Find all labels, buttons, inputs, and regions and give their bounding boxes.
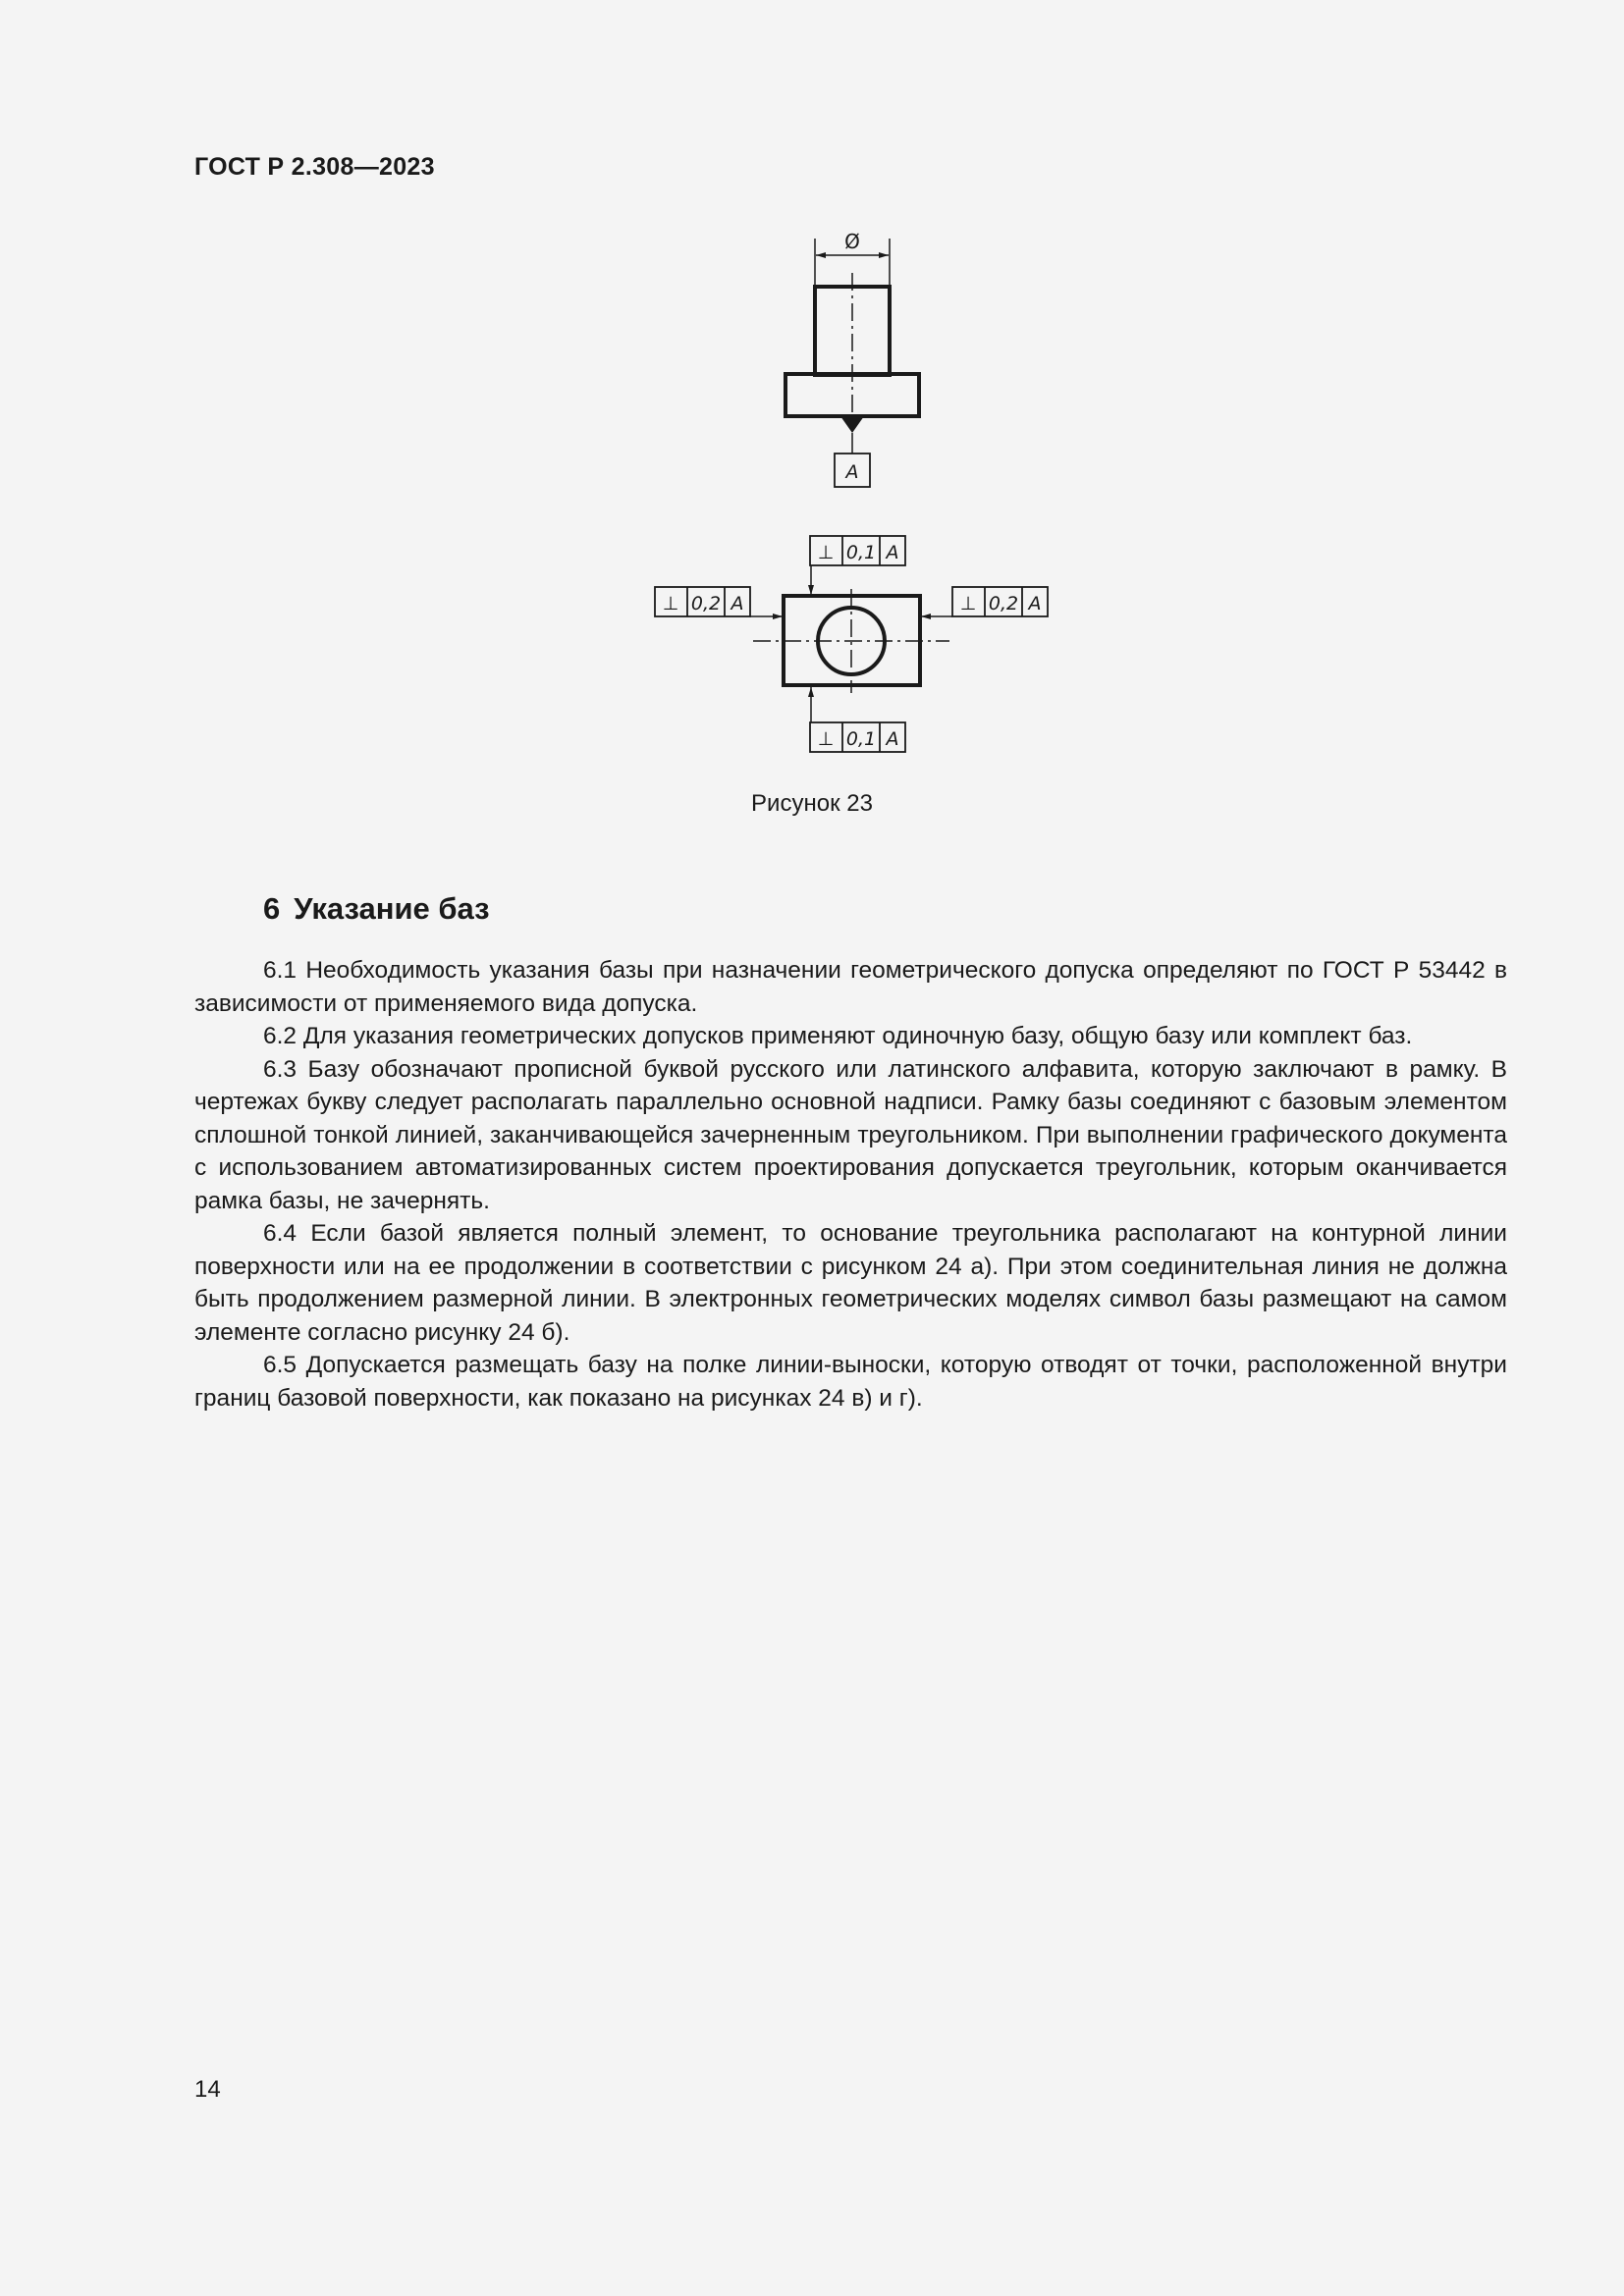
lower-part-drawing <box>655 536 1048 752</box>
frame-bottom-datum: A <box>886 728 899 750</box>
figure-caption: Рисунок 23 <box>751 790 873 817</box>
paragraph-6-1: 6.1 Необходимость указания базы при назначении геометрического допуска определяют по ГОСТ Р 53442 в зависимости от применяемого вида допуска. <box>194 957 1507 1017</box>
section-body <box>194 954 1507 1415</box>
page-number: 14 <box>194 2076 221 2103</box>
paragraph-6-5: 6.5 Допускается размещать базу на полке линии-выноски, которую отводят от точки, расположенной внутри границ базовой поверхности, как показано на рисунках 24 в) и г). <box>194 1352 1507 1412</box>
technical-drawing <box>0 0 1624 844</box>
frame-bottom-value: 0,1 <box>845 728 877 750</box>
frame-left-value: 0,2 <box>690 593 722 614</box>
section-number: 6 <box>263 891 281 926</box>
diameter-symbol: Ø <box>844 230 860 253</box>
shaft-outline <box>815 287 890 375</box>
datum-letter: A <box>845 461 859 483</box>
paragraph-6-4: 6.4 Если базой является полный элемент, то основание треугольника располагают на контурной линии поверхности или на ее продолжении в соответствии с рисунком 24 а). При этом соединительная линия не должна быть продолжением размерной линии. В электронных геометрических моделях символ базы размещают на самом элементе согласно рисунку 24 б). <box>194 1220 1507 1346</box>
section-title: Указание баз <box>294 891 490 926</box>
frame-top-datum: A <box>886 542 899 563</box>
frame-right-value: 0,2 <box>988 593 1019 614</box>
datum-triangle <box>840 416 864 433</box>
perpendicularity-icon: ⊥ <box>662 593 679 614</box>
perpendicularity-icon: ⊥ <box>817 728 835 750</box>
perpendicularity-icon: ⊥ <box>959 593 977 614</box>
frame-left-datum: A <box>731 593 744 614</box>
perpendicularity-icon: ⊥ <box>817 542 835 563</box>
paragraph-6-2: 6.2 Для указания геометрических допусков применяют одиночную базу, общую базу или комплект баз. <box>263 1023 1413 1049</box>
section-heading <box>263 891 490 927</box>
frame-top-value: 0,1 <box>845 542 877 563</box>
document-code-header: ГОСТ Р 2.308—2023 <box>194 153 435 181</box>
paragraph-6-3: 6.3 Базу обозначают прописной буквой русского или латинского алфавита, которую заключают в рамку. В чертежах букву следует располагать параллельно основной надписи. Рамку базы соединяют с базовым элементом сплошной тонкой линией, заканчивающейся зачерненным треугольником. При выполнении графического документа с использованием автоматизированных систем проектирования допускается треугольник, которым оканчивается рамка базы, не зачернять. <box>194 1055 1507 1214</box>
figure-23 <box>0 0 1624 844</box>
frame-right-datum: A <box>1028 593 1042 614</box>
upper-part-drawing <box>785 239 919 487</box>
